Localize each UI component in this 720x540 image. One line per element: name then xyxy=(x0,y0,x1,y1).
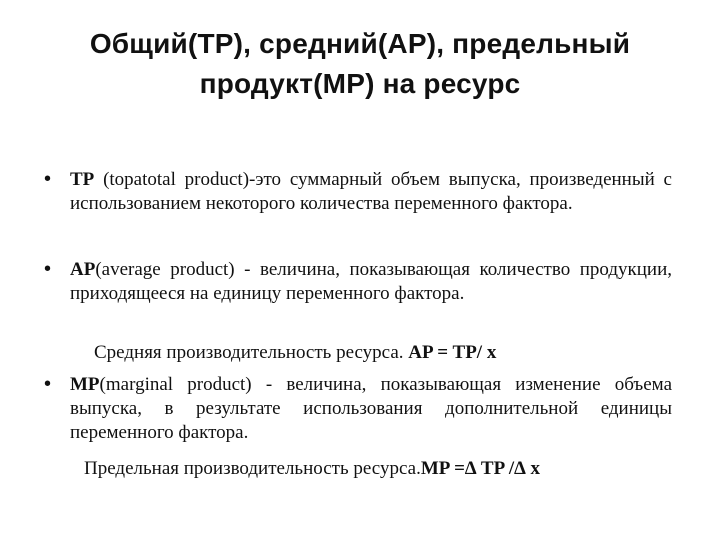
formula-mp-label: Предельная производительность ресурса. xyxy=(84,458,421,479)
bullet-text-mp xyxy=(70,373,672,445)
bullet-marker: • xyxy=(44,373,52,395)
title-line-2: продукт(MP) на ресурс xyxy=(199,68,521,99)
formula-ap xyxy=(94,341,496,365)
bullet-text-tp xyxy=(70,168,672,216)
formula-ap-expr: AP = TP/ x xyxy=(408,342,497,363)
definition-mp: (marginal product) - величина, показывающая изменение объема выпуска, в результате использования дополнительной единицы переменного фактора. xyxy=(70,374,672,443)
bullet-item-tp xyxy=(44,168,672,216)
formula-ap-label: Средняя производительность ресурса. xyxy=(94,342,409,363)
bullet-item-ap xyxy=(44,258,672,306)
definition-tp: (topatotal product)-это суммарный объем выпуска, произведенный с использованием некоторого количества переменного фактора. xyxy=(70,169,672,214)
bullet-marker: • xyxy=(44,168,52,190)
term-tp: TP xyxy=(70,169,95,190)
term-ap: AP xyxy=(70,259,96,280)
title-line-1: Общий(TP), средний(AP), предельный xyxy=(89,28,631,59)
formula-mp-expr: MP =∆ TP /∆ x xyxy=(420,458,541,479)
definition-ap: (average product) - величина, показывающая количество продукции, приходящееся на единицу переменного фактора. xyxy=(70,259,672,304)
bullet-text-ap xyxy=(70,258,672,306)
formula-mp xyxy=(84,457,540,481)
bullet-marker: • xyxy=(44,258,52,280)
bullet-item-mp xyxy=(44,373,672,445)
term-mp: MP xyxy=(70,374,100,395)
slide-title xyxy=(60,24,660,104)
